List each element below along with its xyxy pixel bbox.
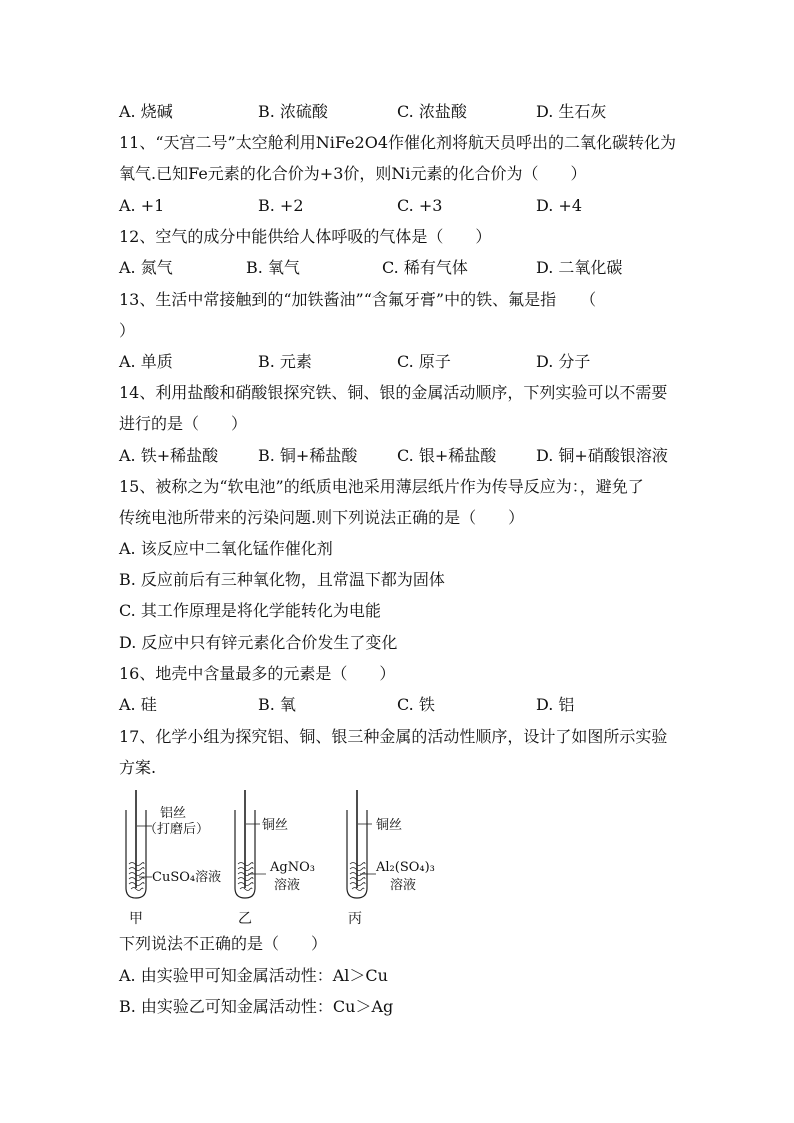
tube-a-label: 甲 <box>129 911 143 927</box>
tube-a-metal-note: （打磨后） <box>144 822 210 837</box>
q16-option-a: A. 硅 <box>119 695 157 714</box>
q14-option-c: C. 银+稀盐酸 <box>397 446 497 465</box>
q17-stem-line1: 17、化学小组为探究铝、铜、银三种金属的活动性顺序，设计了如图所示实验 <box>119 727 668 746</box>
experiment-figure <box>110 784 440 930</box>
q17-question: 下列说法不正确的是（ ） <box>119 934 328 953</box>
q11-option-b: B. +2 <box>258 196 304 215</box>
q12-option-a: A. 氮气 <box>119 258 173 277</box>
q14-stem-line1: 14、利用盐酸和硝酸银探究铁、铜、银的金属活动顺序，下列实验可以不需要 <box>119 383 668 402</box>
q13-option-c: C. 原子 <box>397 352 451 371</box>
q11-option-c: C. +3 <box>397 196 443 215</box>
q12-option-c: C. 稀有气体 <box>382 258 468 277</box>
q10-option-a: A. 烧碱 <box>119 102 173 121</box>
q16-option-b: B. 氧 <box>258 695 296 714</box>
q13-option-a: A. 单质 <box>119 352 173 371</box>
q12-option-d: D. 二氧化碳 <box>536 258 623 277</box>
tube-c-solution-formula: Al₂(SO₄)₃ <box>376 860 435 875</box>
q13-stem-line1: 13、生活中常接触到的“加铁酱油”“含氟牙膏”中的铁、氟是指 （ <box>119 290 597 309</box>
q13-option-d: D. 分子 <box>536 352 591 371</box>
q14-option-d: D. 铜+硝酸银溶液 <box>536 446 668 465</box>
q11-stem-line2: 氧气.已知Fe元素的化合价为+3价，则Ni元素的化合价为（ ） <box>119 164 587 183</box>
tube-c-metal: 铜丝 <box>376 818 403 833</box>
tube-b-metal: 铜丝 <box>262 818 289 833</box>
q17-option-a: A. 由实验甲可知金属活动性：Al＞Cu <box>119 966 388 985</box>
q14-option-a: A. 铁+稀盐酸 <box>119 446 219 465</box>
q14-option-b: B. 铜+稀盐酸 <box>258 446 358 465</box>
q11-option-d: D. +4 <box>536 196 583 215</box>
q17-stem-line2: 方案. <box>119 758 157 777</box>
q13-option-b: B. 元素 <box>258 352 312 371</box>
tube-c-solution-word: 溶液 <box>390 878 417 893</box>
q15-option-d: D. 反应中只有锌元素化合价发生了变化 <box>119 633 398 652</box>
q15-stem-line1: 15、被称之为“软电池”的纸质电池采用薄层纸片作为传导反应为：，避免了 <box>119 477 644 496</box>
q15-option-c: C. 其工作原理是将化学能转化为电能 <box>119 601 381 620</box>
q16-stem-line1: 16、地壳中含量最多的元素是（ ） <box>119 664 396 683</box>
q10-option-d: D. 生石灰 <box>536 102 607 121</box>
q10-option-b: B. 浓硫酸 <box>258 102 328 121</box>
q15-stem-line2: 传统电池所带来的污染问题.则下列说法正确的是（ ） <box>119 508 525 527</box>
tube-c-label: 丙 <box>348 911 362 927</box>
q12-option-b: B. 氧气 <box>246 258 300 277</box>
q12-stem-line1: 12、空气的成分中能供给人体呼吸的气体是（ ） <box>119 227 492 246</box>
tube-b-label: 乙 <box>238 911 252 927</box>
q17-option-b: B. 由实验乙可知金属活动性：Cu＞Ag <box>119 997 394 1016</box>
q14-stem-line2: 进行的是（ ） <box>119 414 248 433</box>
q10-option-c: C. 浓盐酸 <box>397 102 467 121</box>
tube-b-solution-formula: AgNO₃ <box>270 860 315 875</box>
q15-option-a: A. 该反应中二氧化锰作催化剂 <box>119 539 333 558</box>
tube-b-solution-word: 溶液 <box>274 878 301 893</box>
q16-option-c: C. 铁 <box>397 695 435 714</box>
q15-option-b: B. 反应前后有三种氧化物，且常温下都为固体 <box>119 570 445 589</box>
q11-option-a: A. +1 <box>119 196 165 215</box>
q11-stem-line1: 11、“天宫二号”太空舱利用NiFe2O4作催化剂将航天员呼出的二氧化碳转化为 <box>119 133 677 152</box>
tube-a-solution: CuSO₄溶液 <box>152 870 222 885</box>
q16-option-d: D. 铝 <box>536 695 575 714</box>
tube-a-metal: 铝丝 <box>160 806 187 821</box>
q13-stem-line2: ） <box>119 321 136 340</box>
